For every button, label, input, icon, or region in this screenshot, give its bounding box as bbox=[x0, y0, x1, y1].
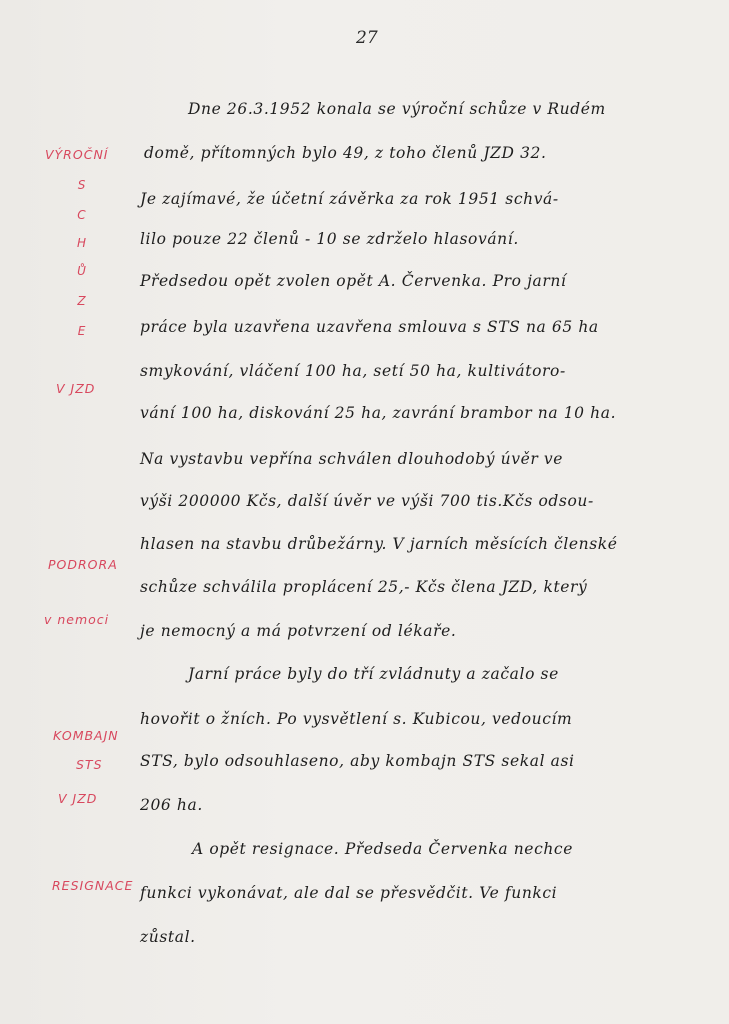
margin-note-sts: STS bbox=[76, 757, 103, 772]
text-line: domě, přítomných bylo 49, z toho členů JZD 32. bbox=[144, 144, 547, 162]
margin-note-jzd-2: V JZD bbox=[58, 791, 98, 806]
margin-note-letter: H bbox=[76, 236, 88, 250]
text-line: Na vystavbu vepřína schválen dlouhodobý úvěr ve bbox=[140, 450, 564, 468]
text-line: STS, bylo odsouhlaseno, aby kombajn STS sekal asi bbox=[140, 752, 575, 770]
margin-note-illness: v nemoci bbox=[44, 612, 110, 627]
text-line: A opět resignace. Předseda Červenka nechce bbox=[192, 840, 573, 858]
margin-note-letter: E bbox=[77, 324, 87, 338]
text-line: smykování, vláčení 100 ha, setí 50 ha, kultivátoro- bbox=[140, 362, 566, 380]
text-line: Jarní práce byly do tří zvládnuty a začalo se bbox=[188, 665, 559, 683]
text-line: hovořit o žních. Po vysvětlení s. Kubicou, vedoucím bbox=[140, 710, 573, 728]
margin-note-annual: VÝROČNÍ bbox=[45, 147, 109, 162]
margin-note-letter: Ů bbox=[77, 264, 87, 278]
margin-note-letter: S bbox=[77, 178, 87, 192]
text-line: Je zajímavé, že účetní závěrka za rok 1951 schvá- bbox=[140, 190, 559, 208]
page-number: 27 bbox=[356, 28, 378, 48]
margin-note-letter: Z bbox=[77, 294, 87, 308]
text-line: schůze schválila proplácení 25,- Kčs člena JZD, který bbox=[140, 578, 588, 596]
text-line: 206 ha. bbox=[140, 796, 203, 814]
text-line: zůstal. bbox=[140, 928, 196, 946]
text-line: vání 100 ha, diskování 25 ha, zavrání brambor na 10 ha. bbox=[140, 404, 617, 422]
margin-note-jzd: V JZD bbox=[56, 381, 96, 396]
text-line: lilo pouze 22 členů - 10 se zdrželo hlasování. bbox=[140, 230, 519, 248]
margin-note-resignation: RESIGNACE bbox=[52, 878, 134, 893]
text-line: hlasen na stavbu drůbežárny. V jarních měsících členské bbox=[140, 535, 618, 553]
text-line: je nemocný a má potvrzení od lékaře. bbox=[140, 622, 457, 640]
text-line: Předsedou opět zvolen opět A. Červenka. Pro jarní bbox=[140, 272, 567, 290]
margin-note-support: PODRORA bbox=[48, 557, 118, 572]
margin-note-combine: KOMBAJN bbox=[53, 728, 119, 743]
text-line: práce byla uzavřena uzavřena smlouva s STS na 65 ha bbox=[140, 318, 599, 336]
margin-note-letter: C bbox=[77, 208, 87, 222]
text-line: výši 200000 Kčs, další úvěr ve výši 700 tis.Kčs odsou- bbox=[140, 492, 594, 510]
text-line: Dne 26.3.1952 konala se výroční schůze v Rudém bbox=[188, 100, 606, 118]
text-line: funkci vykonávat, ale dal se přesvědčit. Ve funkci bbox=[140, 884, 558, 902]
